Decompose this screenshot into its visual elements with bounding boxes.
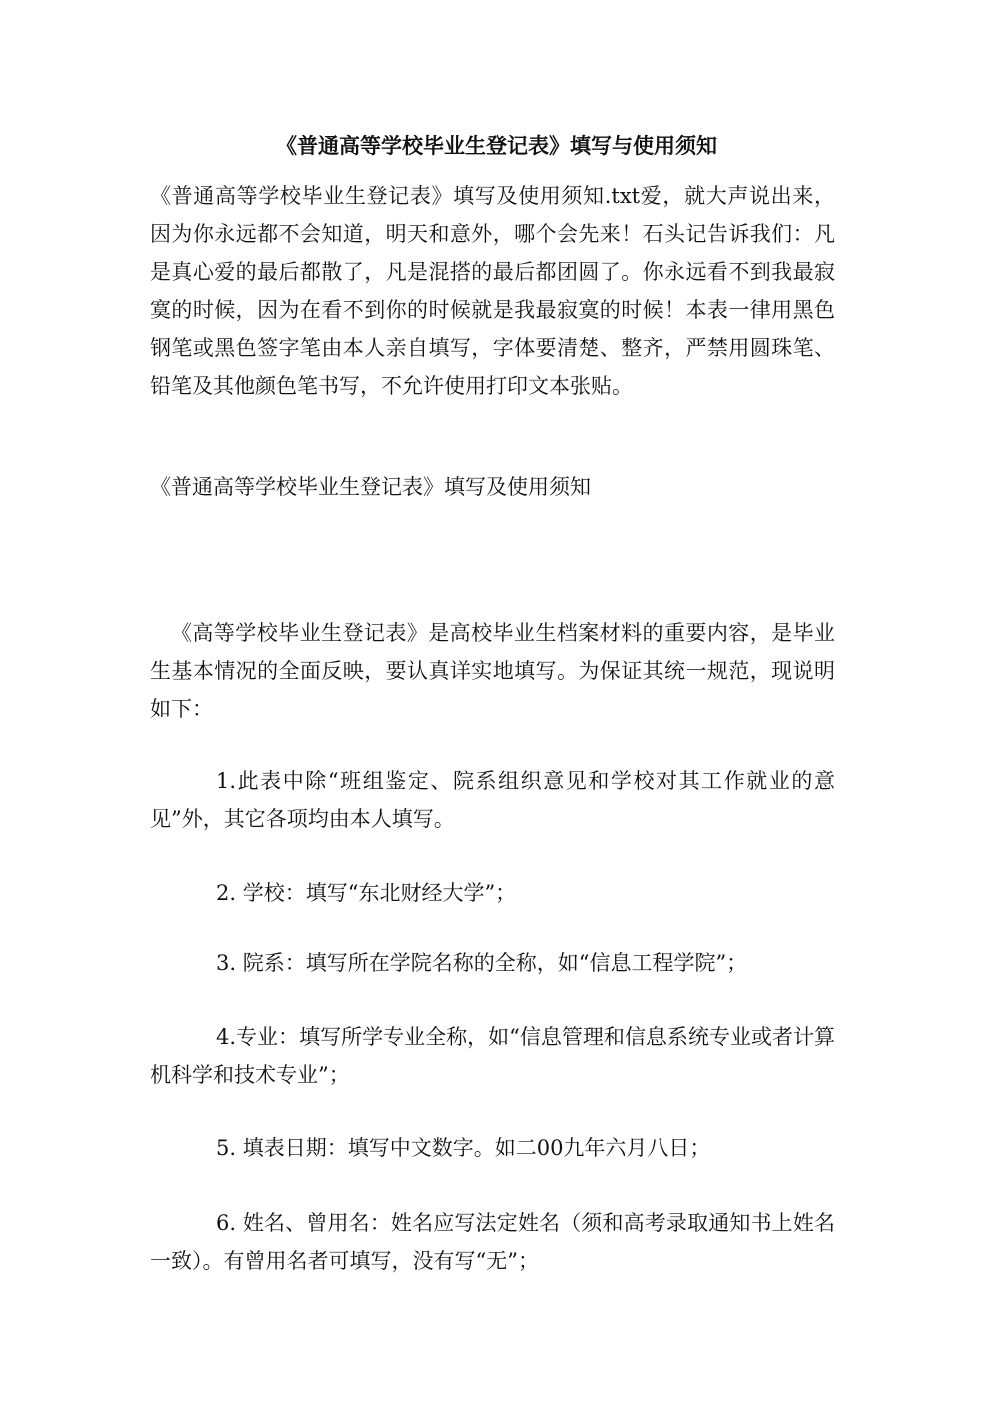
item-paragraph-1: 1.此表中除“班组鉴定、院系组织意见和学校对其工作就业的意见”外，其它各项均由本人填写。	[150, 769, 835, 831]
subtitle-line: 《普通高等学校毕业生登记表》填写及使用须知	[150, 475, 591, 499]
item-paragraph-3: 3. 院系：填写所在学院名称的全称，如“信息工程学院”；	[216, 951, 748, 975]
item-paragraph-6: 6. 姓名、曾用名：姓名应写法定姓名（须和高考录取通知书上姓名一致）。有曾用名者可填写，没有写“无”；	[150, 1211, 835, 1273]
intro-paragraph: 《普通高等学校毕业生登记表》填写及使用须知.txt爱，就大声说出来，因为你永远都不会知道，明天和意外，哪个会先来！石头记告诉我们：凡是真心爱的最后都散了，凡是混搭的最后都团圆了。你永远看不到我最寂寞的时候，因为在看不到你的时候就是我最寂寞的时候！本表一律用黑色钢笔或黑色签字笔由本人亲自填写，字体要清楚、整齐，严禁用圆珠笔、铅笔及其他颜色笔书写，不允许使用打印文本张贴。	[150, 184, 835, 398]
item-paragraph-2: 2. 学校：填写“东北财经大学”；	[216, 881, 517, 905]
item-paragraph-5: 5. 填表日期：填写中文数字。如二00九年六月八日；	[216, 1136, 711, 1160]
overview-paragraph: 《高等学校毕业生登记表》是高校毕业生档案材料的重要内容，是毕业生基本情况的全面反映，要认真详实地填写。为保证其统一规范，现说明如下：	[150, 621, 835, 721]
item-paragraph-4: 4.专业：填写所学专业全称，如“信息管理和信息系统专业或者计算机科学和技术专业”；	[150, 1025, 835, 1087]
document-title: 《普通高等学校毕业生登记表》填写与使用须知	[276, 133, 717, 158]
